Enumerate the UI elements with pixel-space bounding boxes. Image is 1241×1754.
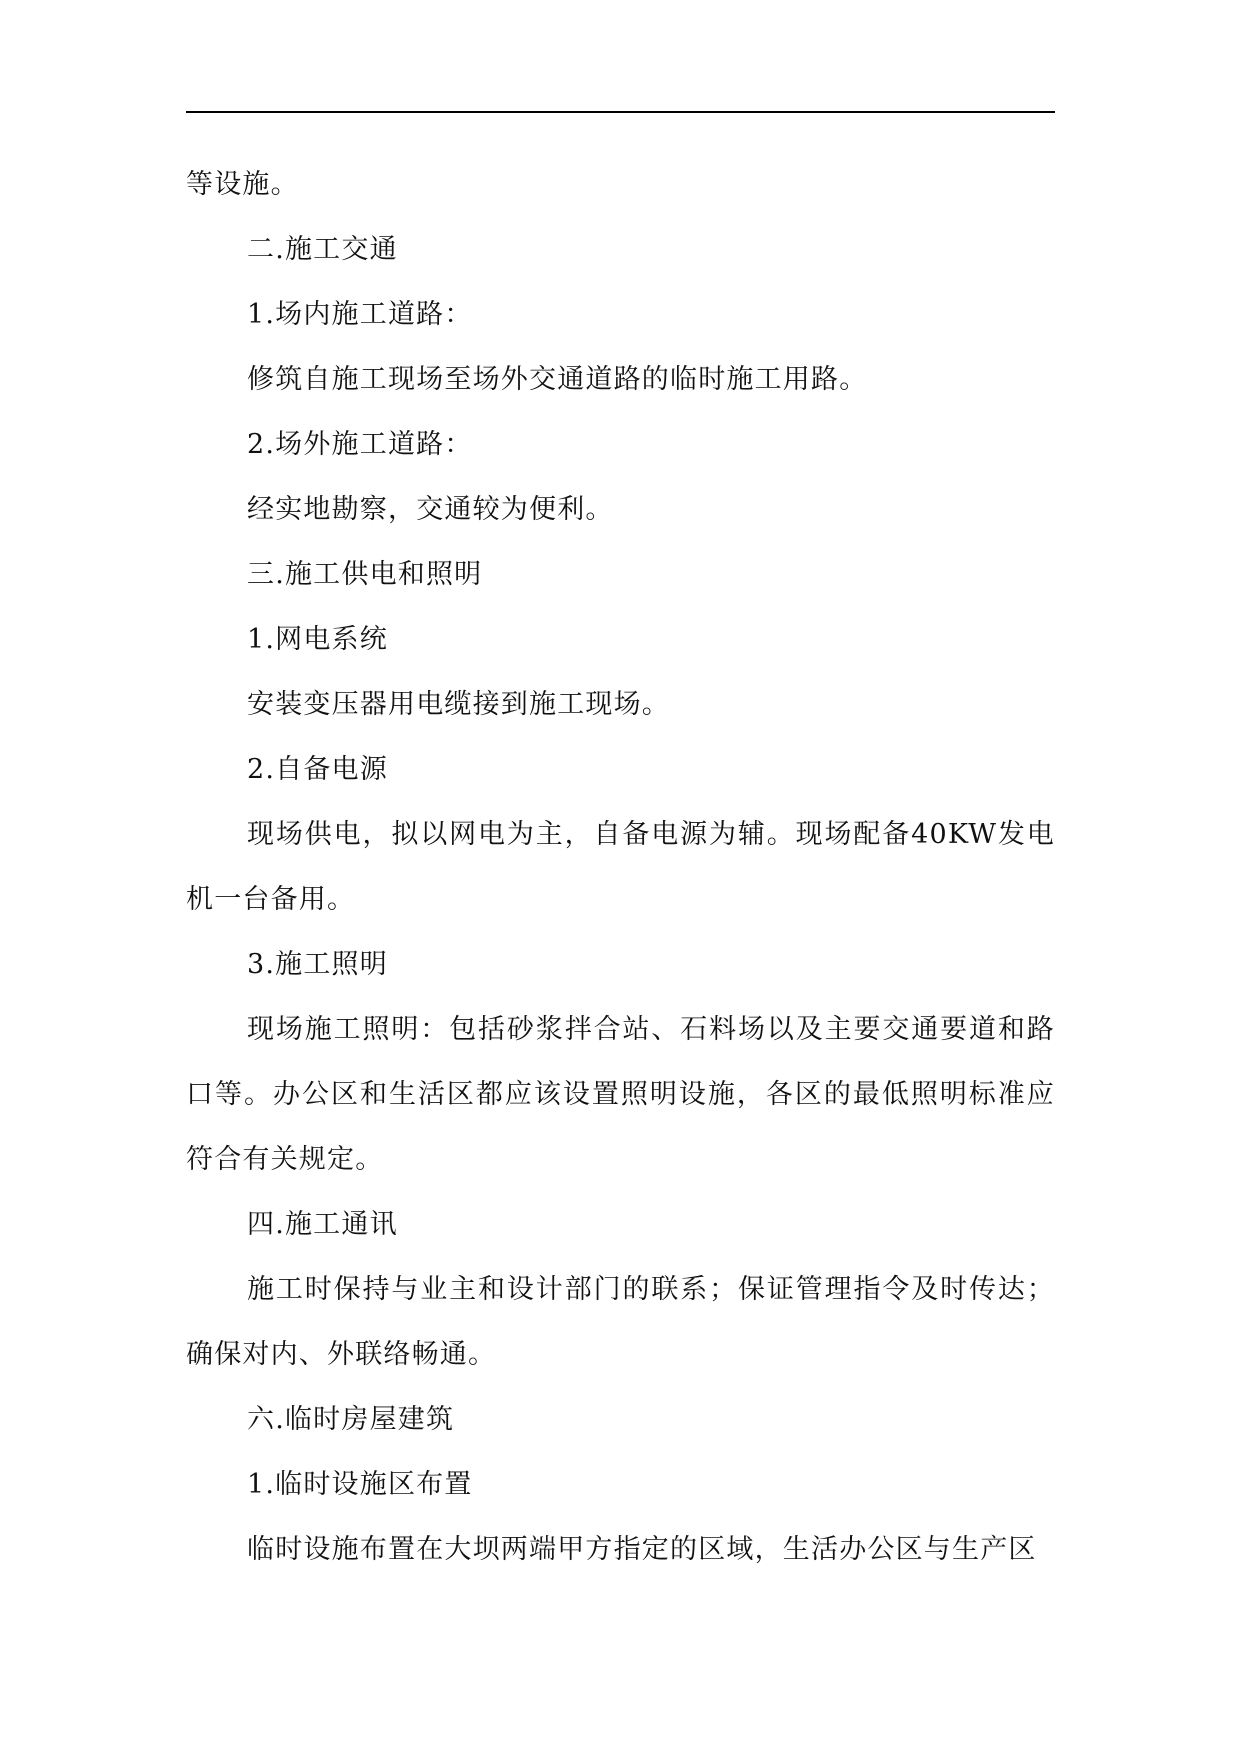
section-heading-power-lighting: 三.施工供电和照明 <box>247 559 483 590</box>
paragraph: 现场施工照明：包括砂浆拌合站、石料场以及主要交通要道和路口等。办公区和生活区都应该设置照明设施，各区的最低照明标准应符合有关规定。 <box>186 1014 1055 1175</box>
paragraph: 临时设施布置在大坝两端甲方指定的区域，生活办公区与生产区 <box>247 1534 1037 1565</box>
section-heading-traffic: 二.施工交通 <box>247 234 398 265</box>
subheading-external-road: 2.场外施工道路： <box>247 429 473 460</box>
subheading-grid-system: 1.网电系统 <box>247 624 388 655</box>
subheading-backup-power: 2.自备电源 <box>247 754 388 785</box>
subheading-internal-road: 1.场内施工道路： <box>247 299 473 330</box>
paragraph: 施工时保持与业主和设计部门的联系；保证管理指令及时传达；确保对内、外联络畅通。 <box>186 1274 1055 1370</box>
paragraph: 修筑自施工现场至场外交通道路的临时施工用路。 <box>247 364 868 395</box>
paragraph: 安装变压器用电缆接到施工现场。 <box>247 689 670 720</box>
paragraph: 现场供电，拟以网电为主，自备电源为辅。现场配备40KW发电机一台备用。 <box>186 819 1055 915</box>
section-heading-communication: 四.施工通讯 <box>247 1209 398 1240</box>
section-heading-temporary-buildings: 六.临时房屋建筑 <box>247 1404 455 1435</box>
paragraph: 等设施。 <box>186 169 299 200</box>
paragraph: 经实地勘察，交通较为便利。 <box>247 494 614 525</box>
subheading-temporary-facilities-layout: 1.临时设施区布置 <box>247 1469 473 1500</box>
subheading-construction-lighting: 3.施工照明 <box>247 949 388 980</box>
document-body <box>186 152 1055 1582</box>
header-rule <box>186 111 1055 113</box>
